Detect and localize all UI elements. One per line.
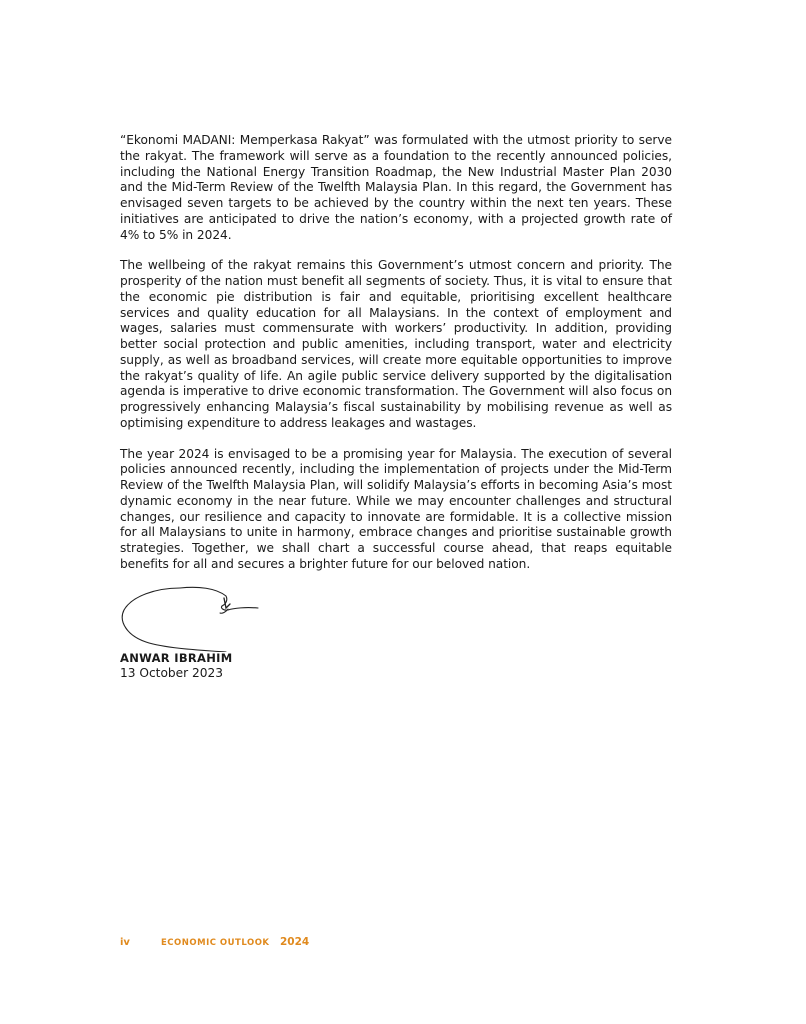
letter-body [120,133,672,588]
signature-drawing [116,578,264,652]
paragraph-2: The wellbeing of the rakyat remains this Government’s utmost concern and priority. The prosperity of the nation must benefit all segments of society. Thus, it is vital to ensure that the economic pie distribution is fair and equitable, prioritising excellent healthcare services and quality education for all Malaysians. In the context of employment and wages, salaries must commensurate with workers’ productivity. In addition, providing better social protection and public amenities, including transport, water and electricity supply, as well as broadband services, will create more equitable opportunities to improve the rakyat’s quality of life. An agile public service delivery supported by the digitalisation agenda is imperative to drive economic transformation. The Government will also focus on progressively enhancing Malaysia’s fiscal sustainability by mobilising revenue as well as optimising expenditure to address leakages and wastages. [120,258,672,430]
publication-title: ECONOMIC OUTLOOK [161,938,270,948]
signer-name: ANWAR IBRAHIM [120,651,233,665]
publication-year: 2024 [280,936,310,948]
page-number: iv [120,937,130,948]
signature-date: 13 October 2023 [120,666,224,680]
paragraph-3: The year 2024 is envisaged to be a promising year for Malaysia. The execution of several policies announced recently, including the implementation of projects under the Mid-Term Review of the Twelfth Malaysia Plan, will solidify Malaysia’s efforts in becoming Asia’s most dynamic economy in the near future. While we may encounter challenges and structural changes, our resilience and capacity to innovate are formidable. It is a collective mission for all Malaysians to unite in harmony, embrace changes and prioritise sustainable growth strategies. Together, we shall chart a successful course ahead, that reaps equitable benefits for all and secures a brighter future for our beloved nation. [120,446,672,571]
handwritten-signature [116,578,264,652]
paragraph-1: “Ekonomi MADANI: Memperkasa Rakyat” was formulated with the utmost priority to serve the rakyat. The framework will serve as a foundation to the recently announced policies, including the National Energy Transition Roadmap, the New Industrial Master Plan 2030 and the Mid-Term Review of the Twelfth Malaysia Plan. In this regard, the Government has envisaged seven targets to be achieved by the country within the next ten years. These initiatives are anticipated to drive the nation’s economy, with a projected growth rate of 4% to 5% in 2024. [120,133,672,242]
